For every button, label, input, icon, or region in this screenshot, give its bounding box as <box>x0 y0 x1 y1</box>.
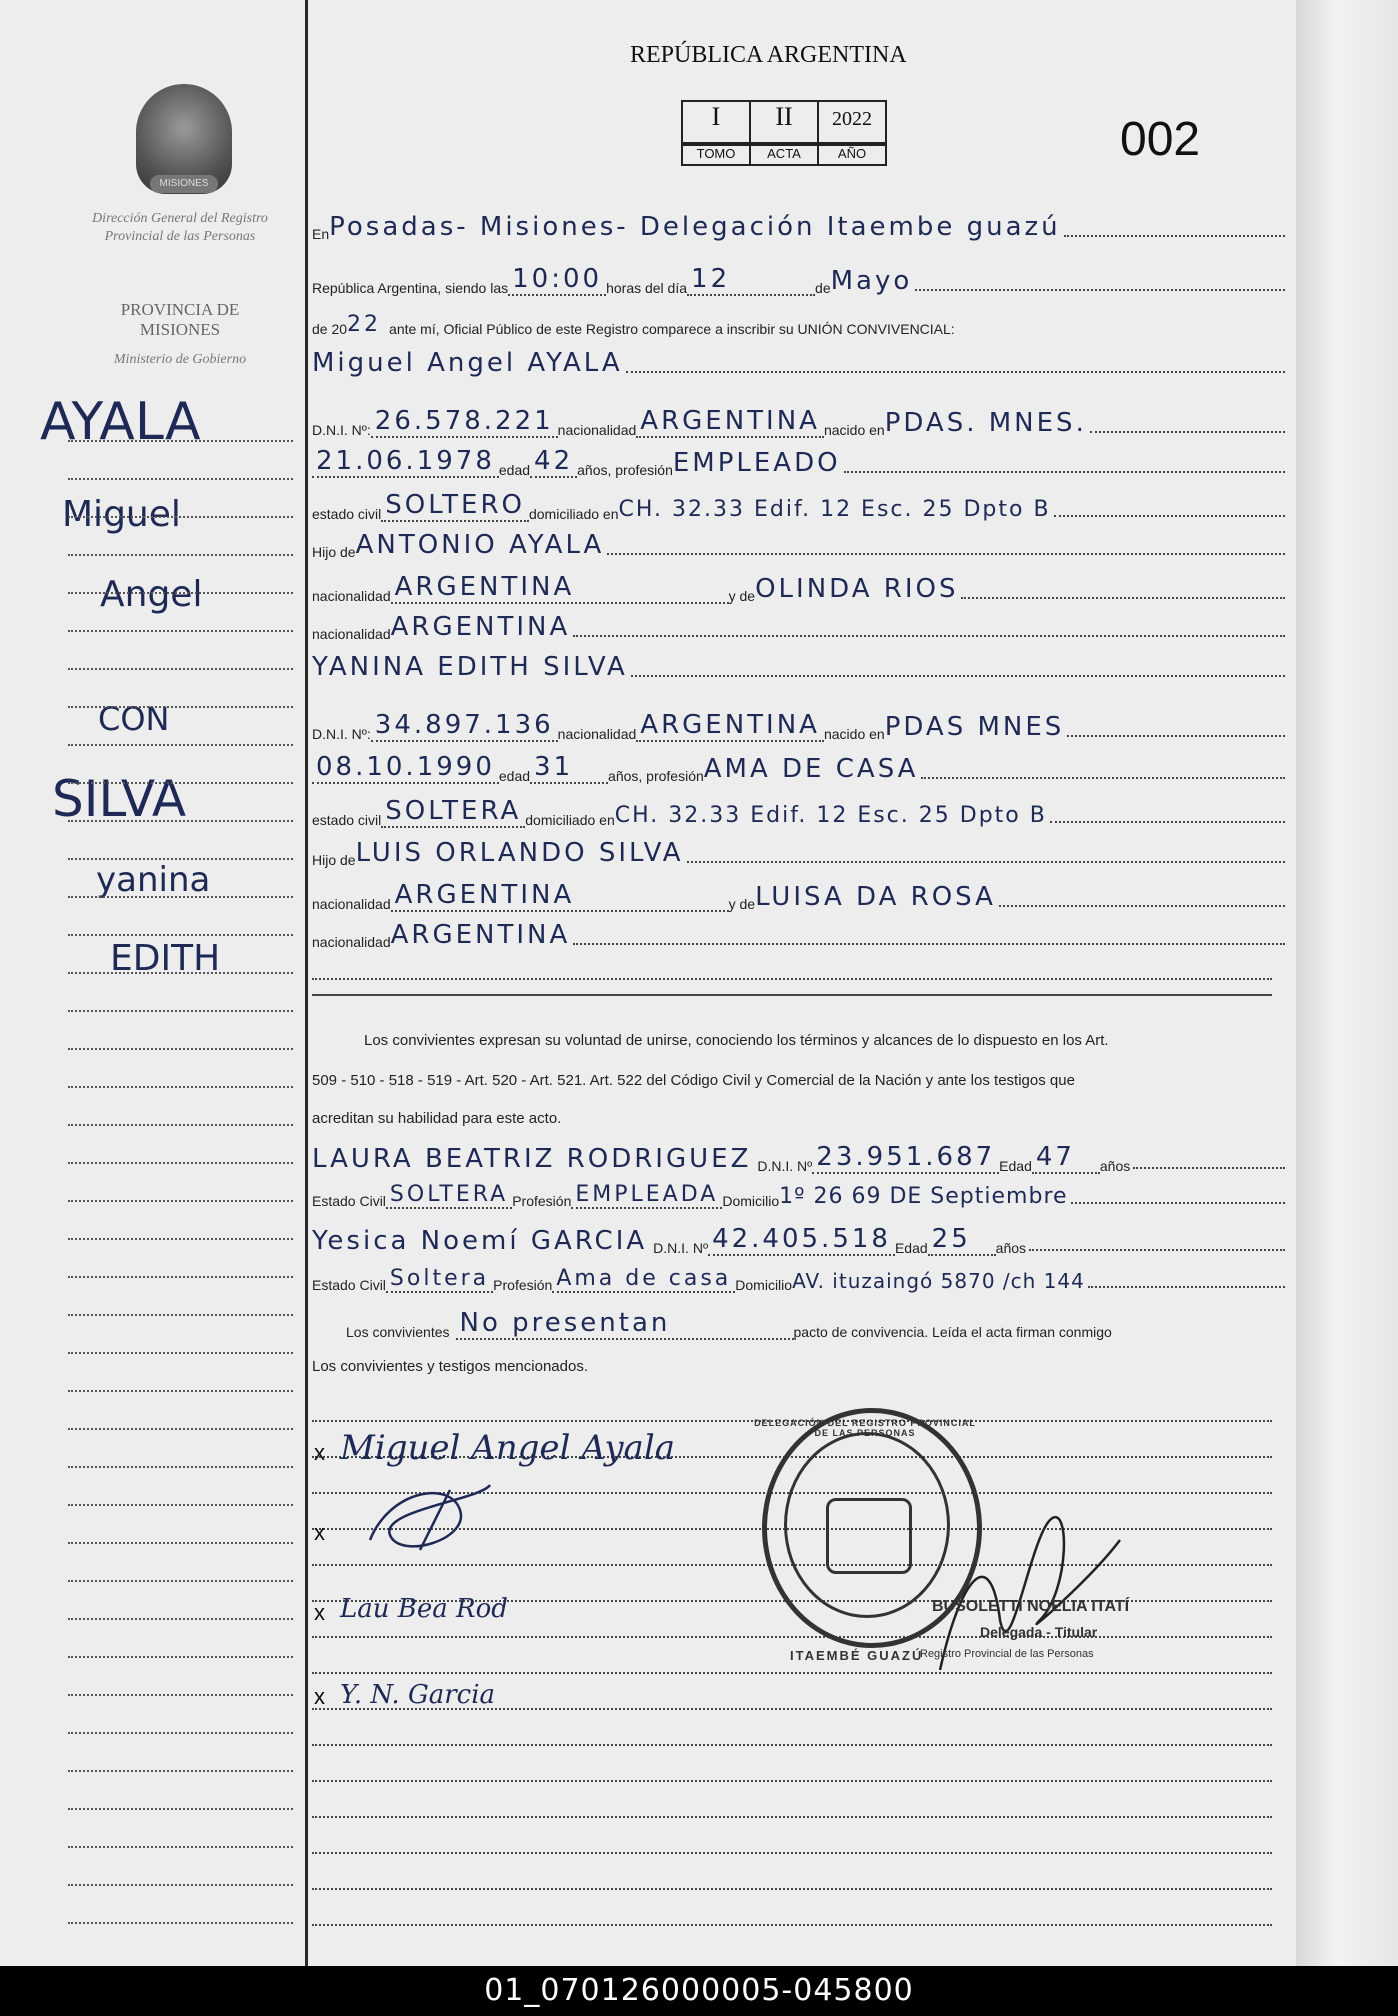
w2-row <box>312 1224 1288 1256</box>
margin-rule <box>68 592 293 594</box>
anio-value: 2022 <box>832 108 872 130</box>
pacto-value: No presentan <box>456 1308 794 1340</box>
margin-rule <box>68 1846 293 1848</box>
w1-domicilio: 1º 26 69 DE Septiembre <box>779 1184 1068 1209</box>
fill-line <box>687 861 1285 863</box>
margin-rule <box>68 1542 293 1544</box>
p1-nacionalidad: ARGENTINA <box>636 406 824 438</box>
margin-rule <box>68 782 293 784</box>
signature-rule <box>312 1816 1272 1818</box>
fill-line <box>631 675 1285 677</box>
signature-rule <box>312 1924 1272 1926</box>
margin-name-4: EDITH <box>110 938 221 979</box>
anos-label: años <box>1099 1158 1131 1174</box>
p1-domicilio: CH. 32.33 Edif. 12 Esc. 25 Dpto B <box>618 497 1051 522</box>
ministry-name: Ministerio de Gobierno <box>113 352 247 367</box>
closing-tail: pacto de convivencia. Leída el acta firman conmigo <box>793 1324 1112 1340</box>
p2-dni: 34.897.136 <box>371 710 558 742</box>
p2-estado-row <box>312 796 1288 828</box>
margin-rule <box>68 516 293 518</box>
edad-label: Edad <box>894 1240 928 1256</box>
signature-4: Y. N. Garcia <box>340 1680 496 1710</box>
country-heading: REPÚBLICA ARGENTINA <box>630 42 907 68</box>
fill-line <box>607 553 1285 555</box>
margin-rule <box>68 554 293 556</box>
margin-rule <box>68 440 293 442</box>
profesion-label: años, profesión <box>608 768 704 784</box>
tomo-value: I <box>711 102 721 131</box>
official-role: Delegada - Titular <box>980 1624 1098 1640</box>
margin-rule <box>68 630 293 632</box>
margin-rule <box>68 1428 293 1430</box>
book-reference-box <box>683 100 887 161</box>
anio-cell <box>817 100 887 161</box>
p1-name: Miguel Angel AYALA <box>312 348 623 378</box>
margin-divider <box>305 0 308 1966</box>
p1-dni-row <box>312 406 1288 438</box>
p2-name-row <box>312 652 1288 682</box>
p2-dni-row <box>312 710 1288 742</box>
fill-line <box>1050 821 1285 823</box>
dni-label: D.N.I. Nº: <box>312 422 371 438</box>
profesion-label: Profesión <box>512 1193 572 1209</box>
margin-rule <box>68 744 293 746</box>
closing-line-2: Los convivientes y testigos mencionados. <box>312 1358 588 1375</box>
margin-rule <box>68 1010 293 1012</box>
de-label: de <box>815 280 831 296</box>
w2-domicilio: AV. ituzaingó 5870 /ch 144 <box>792 1269 1085 1293</box>
seal-city: ITAEMBÉ GUAZÚ <box>790 1648 924 1663</box>
w1-estado: SOLTERA <box>386 1182 512 1209</box>
margin-rule <box>68 1732 293 1734</box>
signature-rule <box>312 1780 1272 1782</box>
margin-rule <box>68 1770 293 1772</box>
margin-rule <box>68 1124 293 1126</box>
declaration-line-1: Los convivientes expresan su voluntad de unirse, conociendo los términos y alcances de lo dispuesto en los Art. <box>364 1032 1109 1049</box>
declaration-line-2: 509 - 510 - 518 - 519 - Art. 520 - Art. 521. Art. 522 del Código Civil y Comercial de la Nación y ante los testigos que <box>312 1072 1075 1089</box>
sig-mark-4: x <box>314 1684 325 1709</box>
p2-padre-row <box>312 838 1288 868</box>
margin-name-2: Angel <box>100 574 203 615</box>
nacionalidad-label: nacionalidad <box>312 588 391 604</box>
convivientes-label: Los convivientes <box>346 1324 450 1340</box>
p2-nacido: PDAS MNES <box>884 712 1065 742</box>
year-prefix: de 20 <box>312 321 348 337</box>
sig-mark-2: x <box>314 1520 325 1545</box>
nacionalidad-label: nacionalidad <box>312 934 391 950</box>
seal-ring-text: DELEGACIÓN DEL REGISTRO PROVINCIAL DE LAS PERSONAS <box>754 1418 976 1438</box>
margin-name-1: Miguel <box>62 494 181 535</box>
margin-rule <box>68 1314 293 1316</box>
dni-label: D.N.I. Nº <box>757 1158 813 1174</box>
margin-rule <box>68 1352 293 1354</box>
margin-rule <box>68 896 293 898</box>
closing-row <box>312 1308 1288 1340</box>
row-year <box>312 312 1288 337</box>
w1-dni: 23.951.687 <box>812 1142 999 1174</box>
profesion-label: Profesión <box>493 1277 553 1293</box>
margin-rule <box>68 1086 293 1088</box>
p2-edad: 31 <box>530 752 608 784</box>
w1-name: LAURA BEATRIZ RODRIGUEZ <box>312 1144 752 1174</box>
p1-estado-row <box>312 490 1288 522</box>
estado-label: estado civil <box>312 812 382 828</box>
fill-line <box>1071 1202 1285 1204</box>
crest-label: MISIONES <box>150 175 218 193</box>
p2-padre: LUIS ORLANDO SILVA <box>355 838 684 868</box>
margin-rule <box>68 1884 293 1886</box>
p1-madre: OLINDA RIOS <box>755 574 959 604</box>
margin-rule <box>68 1618 293 1620</box>
fill-line <box>961 597 1285 599</box>
tomo-label: TOMO <box>681 142 751 166</box>
official-signature <box>920 1500 1140 1690</box>
p2-madre-row <box>312 880 1288 912</box>
domicilio-label: Domicilio <box>735 1277 793 1293</box>
agency-name: Dirección General del Registro Provincial de las Personas <box>92 211 268 244</box>
dni-label: D.N.I. Nº <box>653 1240 709 1256</box>
estado-label: estado civil <box>312 506 382 522</box>
page-edge <box>1296 0 1398 1966</box>
p2-madre: LUISA DA ROSA <box>755 882 996 912</box>
province-name: PROVINCIA DE MISIONES <box>120 300 240 339</box>
dni-label: D.N.I. Nº: <box>312 726 371 742</box>
domicilio-label: domiciliado en <box>525 812 615 828</box>
acta-value: II <box>775 102 793 131</box>
p1-padre-row <box>312 530 1288 560</box>
margin-rule <box>68 1922 293 1924</box>
edad-label: Edad <box>999 1158 1032 1174</box>
sig-mark-1: x <box>314 1440 325 1465</box>
nacionalidad-label: nacionalidad <box>312 626 391 642</box>
margin-rule <box>68 1200 293 1202</box>
margin-rule <box>68 1390 293 1392</box>
y-de-label: y de <box>728 896 756 912</box>
fill-line <box>626 371 1285 373</box>
place-value: Posadas- Misiones- Delegación Itaembe guazú <box>329 212 1061 242</box>
p2-name: YANINA EDITH SILVA <box>312 652 628 682</box>
fill-line <box>573 943 1285 945</box>
fill-line <box>999 905 1285 907</box>
fill-line <box>921 777 1285 779</box>
p1-padre-nac: ARGENTINA <box>391 572 729 604</box>
margin-rule <box>68 1580 293 1582</box>
fill-line <box>915 289 1285 291</box>
seal-emblem-icon <box>826 1498 912 1574</box>
p2-birth: 08.10.1990 <box>312 752 499 784</box>
w1-edad: 47 <box>1032 1142 1100 1174</box>
p2-nacionalidad: ARGENTINA <box>636 710 824 742</box>
p2-madre-nac-row <box>312 920 1288 950</box>
w2-name: Yesica Noemí GARCIA <box>312 1226 648 1256</box>
w2-profesion: Ama de casa <box>552 1266 735 1293</box>
margin-rule <box>68 972 293 974</box>
p2-madre-nac: ARGENTINA <box>390 920 571 950</box>
republica-label: República Argentina, siendo las <box>312 280 509 296</box>
margin-rule <box>68 706 293 708</box>
p2-padre-nac: ARGENTINA <box>391 880 729 912</box>
signature-rule <box>312 1852 1272 1854</box>
scan-id-bar: 01_070126000005-045800 <box>0 1966 1398 2016</box>
year-suffix: 22 <box>347 312 382 337</box>
margin-rule <box>68 1504 293 1506</box>
acta-cell <box>749 100 819 161</box>
signature-rule <box>312 1888 1272 1890</box>
estado-label: Estado Civil <box>312 1193 386 1209</box>
edad-label: edad <box>498 768 531 784</box>
p1-edad: 42 <box>530 446 577 478</box>
p1-nacido: PDAS. MNES. <box>884 408 1087 438</box>
p2-estado: SOLTERA <box>381 796 525 828</box>
fill-line <box>573 635 1285 637</box>
w1-row <box>312 1142 1288 1174</box>
fill-line <box>1067 735 1285 737</box>
p1-madre-nac: ARGENTINA <box>390 612 571 642</box>
domicilio-label: Domicilio <box>722 1193 780 1209</box>
signature-rule <box>312 1744 1272 1746</box>
estado-label: Estado Civil <box>312 1277 386 1293</box>
signature-3: Lau Bea Rod <box>340 1594 508 1624</box>
nacionalidad-label: nacionalidad <box>557 422 637 438</box>
sig-mark-3: x <box>314 1600 325 1625</box>
margin-surname-2: SILVA <box>52 770 187 828</box>
fill-line <box>1090 431 1285 433</box>
p1-profesion: EMPLEADO <box>672 448 841 478</box>
hijo-label: Hijo de <box>312 544 356 560</box>
w2-dni: 42.405.518 <box>708 1224 895 1256</box>
official-name: BUSOLETTI NOELIA ITATÍ <box>932 1598 1130 1615</box>
p1-birth-row <box>312 446 1288 478</box>
hour-value: 10:00 <box>508 264 606 296</box>
p1-dni: 26.578.221 <box>371 406 558 438</box>
row-date <box>312 264 1288 296</box>
official-org: Registro Provincial de las Personas <box>920 1648 1094 1660</box>
p1-madre-nac-row <box>312 612 1288 642</box>
margin-rule <box>68 1656 293 1658</box>
margin-rule <box>68 1162 293 1164</box>
nacido-label: nacido en <box>823 726 885 742</box>
w1-profesion: EMPLEADA <box>571 1182 722 1209</box>
blank-line <box>312 994 1272 996</box>
margin-con: CON <box>98 700 170 738</box>
fill-line <box>1088 1286 1285 1288</box>
declaration-line-3: acreditan su habilidad para este acto. <box>312 1110 562 1127</box>
margin-rule <box>68 820 293 822</box>
p1-birth: 21.06.1978 <box>312 446 499 478</box>
edad-label: edad <box>498 462 531 478</box>
horas-label: horas del día <box>606 280 688 296</box>
w2-edad: 25 <box>928 1224 996 1256</box>
signature-2 <box>360 1480 500 1570</box>
day-value: 12 <box>687 264 815 296</box>
left-margin <box>0 0 305 1966</box>
p2-profesion: AMA DE CASA <box>703 754 919 784</box>
margin-rule <box>68 1238 293 1240</box>
anio-label: AÑO <box>817 142 887 166</box>
profesion-label: años, profesión <box>577 462 673 478</box>
fill-line <box>1029 1249 1285 1251</box>
act-number: 002 <box>1120 113 1201 166</box>
acta-label: ACTA <box>749 142 819 166</box>
domicilio-label: domiciliado en <box>528 506 619 522</box>
fill-line <box>1064 235 1285 237</box>
p2-domicilio: CH. 32.33 Edif. 12 Esc. 25 Dpto B <box>614 803 1047 828</box>
margin-rule <box>68 934 293 936</box>
y-de-label: y de <box>728 588 756 604</box>
margin-rule <box>68 1276 293 1278</box>
margin-rule <box>68 478 293 480</box>
month-value: Mayo <box>830 266 913 296</box>
w2-estado: Soltera <box>386 1266 493 1293</box>
p2-birth-row <box>312 752 1288 784</box>
w2-detail-row <box>312 1266 1288 1293</box>
fill-line <box>1054 515 1285 517</box>
fill-line <box>1133 1167 1285 1169</box>
p1-name-row <box>312 348 1288 378</box>
margin-rule <box>68 1048 293 1050</box>
margin-rule <box>68 1694 293 1696</box>
intro-text: ante mí, Oficial Público de este Registro comparece a inscribir su UNIÓN CONVIVENCIAL: <box>389 321 955 337</box>
fill-line <box>844 471 1285 473</box>
p1-estado: SOLTERO <box>381 490 529 522</box>
w1-detail-row <box>312 1182 1288 1209</box>
signature-1: Miguel Angel Ayala <box>340 1428 675 1468</box>
margin-rule <box>68 1808 293 1810</box>
nacido-label: nacido en <box>823 422 885 438</box>
margin-surname-1: AYALA <box>40 392 201 452</box>
nacionalidad-label: nacionalidad <box>557 726 637 742</box>
tomo-cell <box>681 100 751 161</box>
margin-rule <box>68 1466 293 1468</box>
margin-rule <box>68 858 293 860</box>
anos-label: años <box>995 1240 1027 1256</box>
p1-padre: ANTONIO AYALA <box>355 530 605 560</box>
en-label: En <box>312 226 330 242</box>
p1-madre-row <box>312 572 1288 604</box>
blank-line <box>312 978 1272 980</box>
margin-rule <box>68 668 293 670</box>
margin-name-3: yanina <box>96 860 211 900</box>
row-place <box>312 212 1288 242</box>
hijo-label: Hijo de <box>312 852 356 868</box>
nacionalidad-label: nacionalidad <box>312 896 391 912</box>
